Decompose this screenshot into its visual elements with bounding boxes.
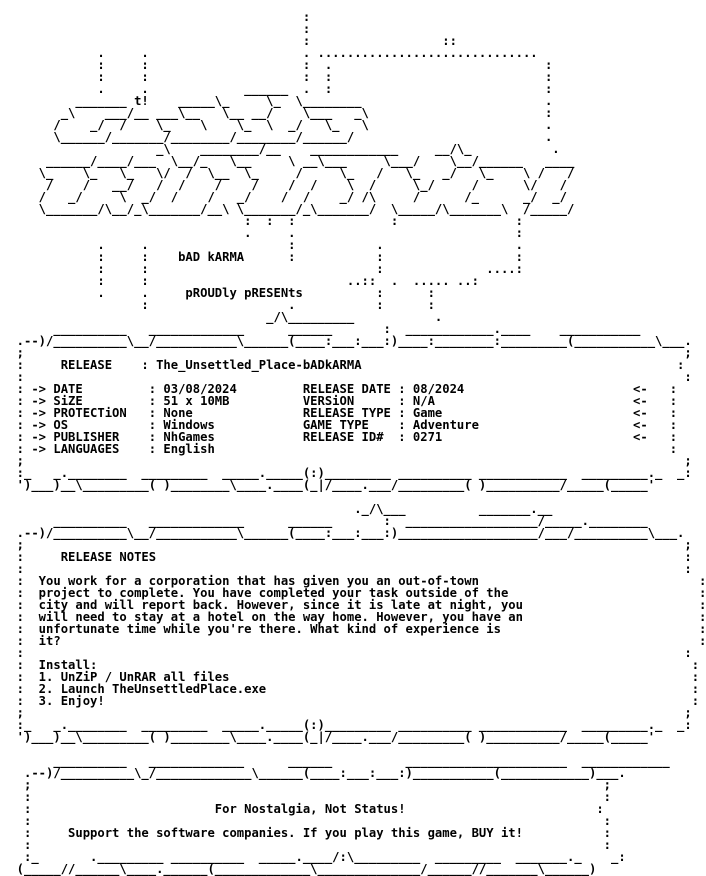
logo-line: _\ ___/__ ___\__ \__ __/ \___ _\ : [2,106,553,120]
notes-body-line: : project to complete. You have completed your task outside of the : [2,586,706,600]
box-border-line: (_____//______\____.______(_____________\______________/______//_______\______) [2,862,597,876]
logo-line: : : : . : [2,58,553,72]
box-blank-line: : : [2,814,612,828]
box-border-line: ._/\___ _______.__ [2,502,553,516]
box-border-line: __________ _____________ ______ ______________________ ____________ [2,754,670,768]
release-info-row: : -> PROTECTiON : None RELEASE TYPE : Game <- : [2,406,678,420]
logo-line: : [2,22,311,36]
logo-line: _\ ________/__ ____________ __/\_ . [2,142,560,156]
install-step: : 1. UnZiP / UnRAR all files : [2,670,700,684]
logo-line: : . : : [2,298,435,312]
box-blank-line: : : [2,646,692,660]
logo-line: : :: [2,34,457,48]
notes-body-line: : it? : [2,634,706,648]
box-border-line: ')___)__\_________( )________\____.____(_|/____.___/_________( )__________/_____(_____' [2,730,656,744]
release-title-row: : RELEASE : The_Unsettled_Place-bADkARMA : [2,358,685,372]
logo-line: . . ______ . : : [2,82,553,96]
release-info-row: : -> SiZE : 51 x 10MB VERSiON : N/A <- : [2,394,678,408]
box-border-line: ')___)__\_________( )________\____.____(_|/____.___/_________( )__________/_____(_____' [2,478,656,492]
box-blank-line: : : [2,370,692,384]
notes-body-line: : unfortunate time while you're there. What kind of experience is : [2,622,706,636]
logo-line: . . . .............................. [2,46,538,60]
notes-body-line: : city and will report back. However, since it is late at night, you : [2,598,706,612]
box-border-line: ; ; [2,346,692,360]
release-info-row: : -> LANGUAGES : English : [2,442,678,456]
box-border-line: .--)/__________\_/_____________\______(____:___:___:)___________(____________)___. [2,766,626,780]
box-border-line: ; ; [2,454,692,468]
install-heading: : Install: : [2,658,700,672]
logo-line: / _/ \ _/ / / _/ / / _/ /\ / /_ _/ _/ [2,190,567,204]
release-info-row: : -> PUBLISHER : NhGames RELEASE ID# : 0271 <- : [2,430,678,444]
logo-line: \_ \_ \_ \/ / \__ \_ / \_ / \_ _/ \_ \ / / [2,166,575,180]
presents-line: . . pROUDly pRESENts : : [2,286,435,300]
logo-line: : : : : : [2,70,553,84]
logo-line: : [2,10,311,24]
box-border-line: :_ _.________ _________ _____._____(:)_________ __________ ____________ _________._ _: [2,466,692,480]
release-info-row: : -> DATE : 03/08/2024 RELEASE DATE : 08/2024 <- : [2,382,678,396]
box-border-line: .--)/__________\__/___________\______(____:___:___:)____:________:_________(___________\___. [2,334,692,348]
logo-line: . . : . . [2,238,523,252]
box-border-line: ; ; [2,538,692,552]
footer-support: : Support the software companies. If you play this game, BUY it! : [2,826,612,840]
logo-line: : : : : : [2,214,523,228]
box-blank-line: : : [2,562,692,576]
box-border-line: ; ; [2,706,692,720]
box-border-line: __________ _____________ ______ : __________________/_____.________ [2,514,648,528]
box-border-line: :_ _.________ _________ _____._____(:)_________ __________ ____________ _________._ _: [2,718,692,732]
group-name-line: : : bAD kARMA : : : [2,250,523,264]
notes-body-line: : You work for a corporation that has given you an out-of-town : [2,574,706,588]
install-step: : 2. Launch TheUnsettledPlace.exe : [2,682,700,696]
logo-line: \______/_______/________/________/______/ . [2,130,553,144]
box-blank-line: : : [2,790,612,804]
release-info-row: : -> OS : Windows GAME TYPE : Adventure <- : [2,418,678,432]
logo-line: : : : ....: [2,262,523,276]
box-border-line: __________ _____________ ______ : ____________.____ ___________ [2,322,641,336]
logo-line: : : ..:: . ..... ..: [2,274,479,288]
install-step: : 3. Enjoy! : [2,694,700,708]
logo-line: ______/____/___ \__/_ \__ \ __\___ \___/ \__/______ ____ [2,154,575,168]
box-border-line: .--)/__________\__/___________\______(____:___:___:)___________________/___/__________\___. [2,526,685,540]
logo-line: \_______/\__/_\_______/__\ \_______/_\_______/ \_____/\_______\ /_____/ [2,202,575,216]
logo-line: / / __/ / / / / / / \ / \_/ / \/ / [2,178,567,192]
logo-line: . . : [2,226,523,240]
nfo-document [2,11,706,875]
box-border-line: : : [2,838,612,852]
release-notes-heading: : RELEASE NOTES : [2,550,692,564]
logo-line: _______ t! _____\_ \_ \________ . [2,94,553,108]
footer-slogan: : For Nostalgia, Not Status! : [2,802,604,816]
box-border-line: :_ ._________ __________ _____.____/:\_________ _________ _______._ _: [2,850,626,864]
notes-body-line: : will need to stay at a hotel on the way home. However, you have an : [2,610,706,624]
box-border-line: _/\_________ . [2,310,443,324]
logo-line: / _/ / \_ \ \_ \ _/ \_ \ . [2,118,553,132]
box-border-line: ; ; [2,778,612,792]
